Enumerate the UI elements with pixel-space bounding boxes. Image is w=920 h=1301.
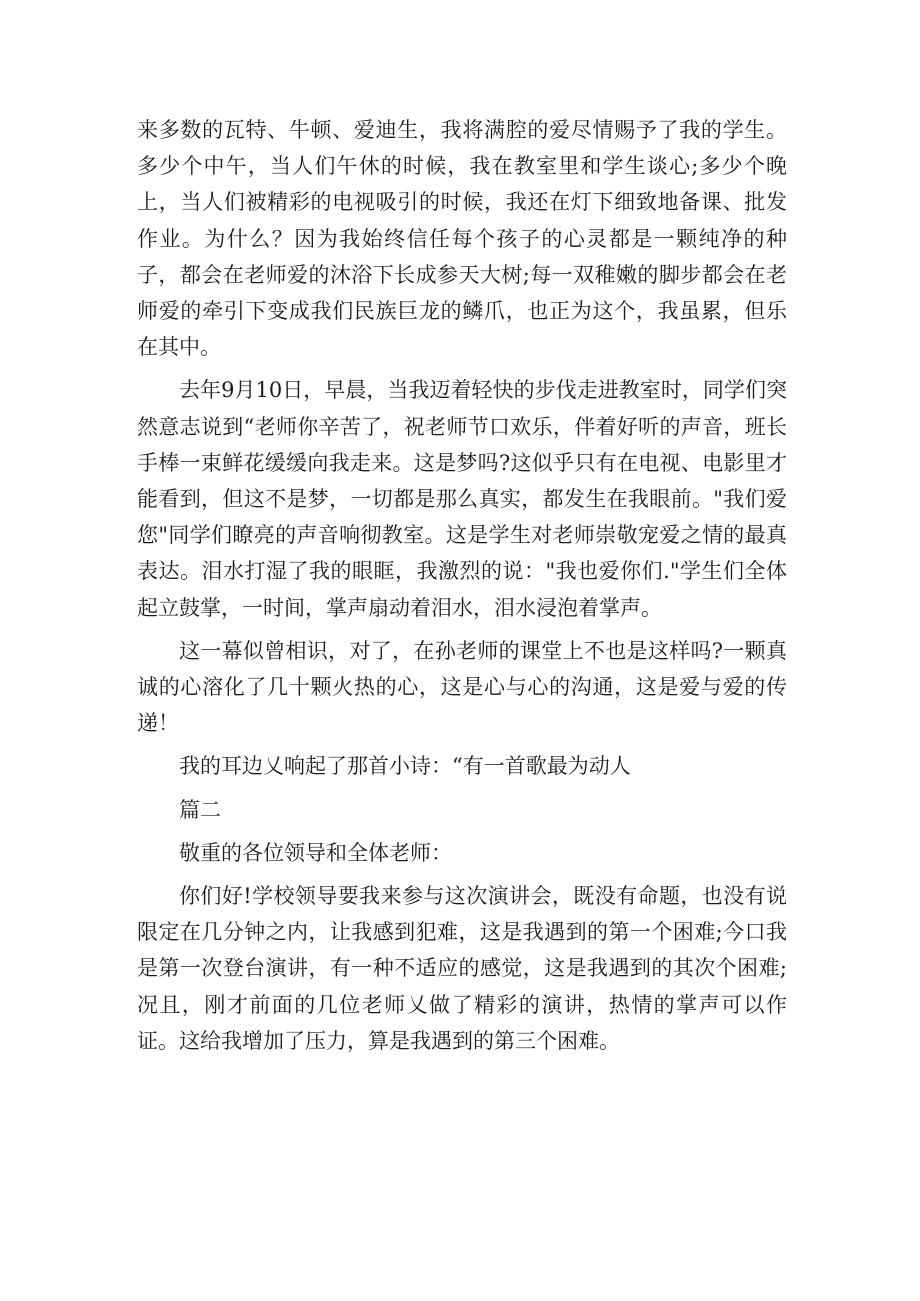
paragraph-deja-vu: 这一幕似曾相识，对了，在孙老师的课堂上不也是这样吗?一颗真诚的心溶化了几十颗火热的心，这是心与心的沟通，这是爱与爱的传递！ <box>137 638 787 736</box>
paragraph-speech-opening: 你们好!学校领导要我来参与这次演讲会，既没有命题，也没有说限定在几分钟之内，让我感到犯难，这是我遇到的第一个困难;今口我是第一次登台演讲，有一种不适应的感觉，这是我遇到的其次个困难;况且，刚才前面的几位老师乂做了精彩的演讲，热情的掌声可以作证。这给我增加了压力，算是我遇到的第三个困难。 <box>137 884 787 1053</box>
paragraph-continuation: 来多数的瓦特、牛顿、爱迪生，我将满腔的爱尽情赐予了我的学生。多少个中午，当人们午休的时候，我在教室里和学生谈心;多少个晚上，当人们被精彩的电视吸引的时候，我还在灯下细致地备课、批发作业。为什么？因为我始终信任每个孩子的心灵都是一颗纯净的种子，都会在老师爱的沐浴下长成参天大树;每一双稚嫩的脚步都会在老师爱的牵引下变成我们民族巨龙的鳞爪，也正为这个，我虽累，但乐在其中。 <box>137 118 787 360</box>
paragraph-poem-intro: 我的耳边乂响起了那首小诗：“有一首歌最为动人 <box>179 754 631 779</box>
salutation: 敬重的各位领导和全体老师： <box>179 840 452 865</box>
paragraph-teachers-day: 去年9月10日，早晨，当我迈着轻快的步伐走进教室时，同学们突然意志说到“老师你辛苦了，祝老师节口欢乐，伴着好听的声音，班长手棒一束鲜花缓缓向我走来。这是梦吗?这似乎只有在电视、电影里才能看到，但这不是梦，一切都是那么真实，都发生在我眼前。"我们爱您"同学们瞭亮的声音响彻教室。这是学生对老师崇敬宠爱之情的最真表达。泪水打湿了我的眼眶，我激烈的说："我也爱你们."学生们全体起立鼓掌，一时间，掌声扇动着泪水，泪水浸泡着掌声。 <box>137 378 787 620</box>
section-heading: 篇二 <box>179 797 221 822</box>
document-body <box>137 112 787 1059</box>
